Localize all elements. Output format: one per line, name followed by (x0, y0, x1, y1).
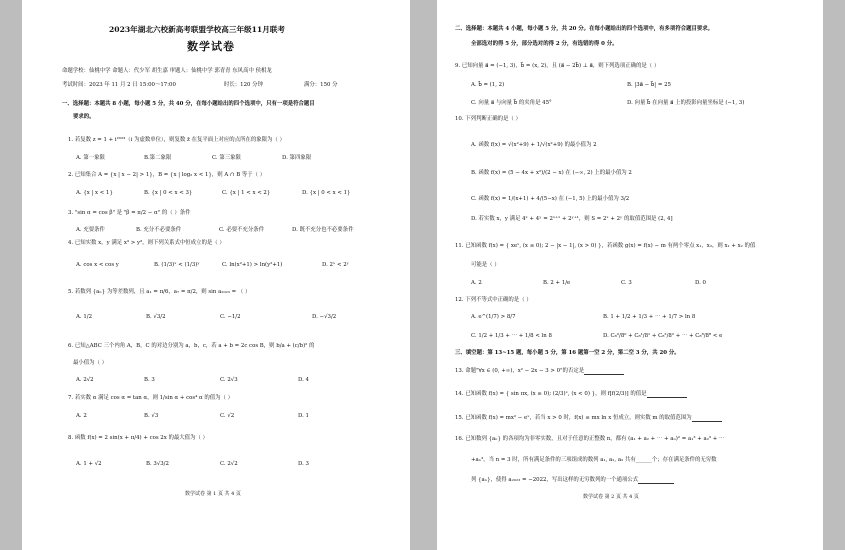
section3-heading: 三、填空题：第 13~15 题，每小题 5 分，第 16 题第一空 2 分，第二空 3 分，共 20 分。 (455, 350, 680, 356)
q10-option-d: D. 若实数 x，y 满足 4ˣ + 4ʸ = 2ˣ⁺¹ + 2ʸ⁺¹，则 S = 2ˣ + 2ʸ 的取值范围是 (2, 4] (471, 216, 673, 222)
q8-option-c: C. 2√2 (220, 461, 238, 467)
question-13: 13. 命题"∀x ∈ (0, +∞)，x² − 2x − 3 > 0"的否定是 (455, 368, 624, 375)
q11-option-d: D. 0 (695, 280, 706, 286)
q7-option-b: B. √3 (144, 413, 159, 419)
question-7: 7. 若实数 α 满足 cos α = tan α，则 1/sin α + cos⁴ α 的值为（ ） (68, 395, 234, 401)
question-1: 1. 若复数 z = 1 + i²⁰²³（i 为虚数单位），则复数 z̄ 在复平面上对应的点所在的象限为（ ） (68, 137, 285, 143)
q8-option-b: B. 3√3/2 (146, 461, 169, 467)
q9-option-d: D. 向量 b⃗ 在向量 a⃗ 上的投影向量坐标是 (−1, 3) (627, 100, 745, 106)
q9-option-a: A. b⃗ = (1, 2) (471, 82, 505, 88)
q4-option-d: D. 2ˣ < 2ʸ (322, 262, 349, 268)
q10-option-a: A. 函数 f(x) = √(x²+9) + 1/√(x²+9) 的最小值为 2 (471, 142, 597, 148)
q4-option-a: A. cos x < cos y (76, 262, 119, 268)
exam-duration: 时长：120 分钟 (224, 82, 263, 88)
q9-option-b: B. |3a⃗ − b⃗| = 25 (627, 82, 671, 88)
page-2-footer: 数学试卷 第 2 页 共 4 页 (583, 494, 639, 500)
question-5: 5. 若数列 {aₙ} 为等差数列，且 a₁ = π/6，a₇ = π/2，则 sin a₂₀₂₃ = （ ） (68, 289, 251, 295)
q6-option-b: B. 3 (144, 377, 155, 383)
question-6-cont: 最小值为（ ） (73, 360, 108, 366)
q1-option-d: D. 第四象限 (282, 155, 312, 161)
q1-option-a: A. 第一象限 (76, 155, 105, 161)
q3-option-c: C. 必要不充分条件 (219, 227, 265, 233)
q5-option-d: D. −√3/2 (312, 314, 337, 320)
question-8: 8. 函数 f(x) = 2 sin(x + π/4) + cos 2x 的最大值为（ ） (68, 435, 208, 441)
q7-option-a: A. 2 (76, 413, 87, 419)
q5-option-c: C. −1/2 (220, 314, 241, 320)
q1-option-b: B.第二象限 (144, 155, 172, 161)
q7-option-d: D. 1 (298, 413, 309, 419)
question-16-line3: 列 {aₙ}，使得 a₂₀₂₃ = −2022，写出这样的无穷数列的一个通项公式 (471, 477, 674, 484)
q11-option-c: C. 3 (621, 280, 632, 286)
question-2: 2. 已知集合 A = {x | x − 2| > 1}，B = {x | log₂ x < 1}，则 A ∩ B 等于（ ） (68, 172, 266, 178)
q12-option-a: A. e^(1/7) > 8/7 (471, 314, 516, 320)
exam-full-score: 满分：150 分 (304, 82, 338, 88)
section2-heading-cont: 全部选对的得 5 分，部分选对的得 2 分，有选错的得 0 分。 (471, 41, 618, 47)
q5-option-a: A. 1/2 (76, 314, 92, 320)
question-6: 6. 已知△ABC 三个内角 A，B，C 的对边分别为 a，b，c，若 a + b = 2c cos B，则 b/a + (c/b)² 的 (68, 343, 315, 349)
q8-option-d: D. 3 (298, 461, 309, 467)
q6-option-d: D. 4 (298, 377, 309, 383)
exam-page-2 (437, 0, 823, 550)
q13-answer-blank[interactable] (584, 369, 624, 375)
question-12: 12. 下列不等式中正确的是（ ） (455, 297, 532, 303)
q10-option-c: C. 函数 f(x) = 1/(x+1) + 4/(5−x) 在 (−1, 5) 上的最小值为 3/2 (471, 196, 630, 202)
q9-option-c: C. 向量 a⃗ 与向量 b⃗ 的夹角是 45° (471, 100, 552, 106)
q3-option-a: A. 充要条件 (76, 227, 105, 233)
question-11: 11. 已知函数 f(x) = { xeˣ, (x ≤ 0); 2 − |x − 1|, (x > 0) }，若函数 g(x) = f(x) − m 有两个零点 x₁，x₂，则 x₁ + x₂ 的值 (455, 243, 756, 249)
q6-option-a: A. 2√2 (76, 377, 94, 383)
q12-option-d: D. C₈⁰/8⁰ + C₈¹/8¹ + C₈²/8² + ⋯ + C₈⁸/8⁸ < e (603, 333, 723, 339)
subject-title: 数学试卷 (187, 40, 235, 53)
page-1-footer: 数学试卷 第 1 页 共 4 页 (185, 491, 241, 497)
section1-heading-cont: 要求的。 (73, 114, 95, 120)
q14-answer-blank[interactable] (647, 392, 687, 398)
q6-option-c: C. 2√3 (220, 377, 238, 383)
q12-option-b: B. 1 + 1/2 + 1/3 + ⋯ + 1/7 > ln 8 (603, 314, 696, 320)
section2-heading: 二、选择题：本题共 4 小题，每小题 5 分，共 20 分。在每小题给出的四个选项中，有多项符合题目要求。 (455, 26, 714, 32)
question-4: 4. 已知实数 x，y 满足 x³ > y³，则下列关系式中恒成立的是（ ） (68, 240, 225, 246)
q11-option-b: B. 2 + 1/e (543, 280, 571, 286)
q2-option-a: A. {x | x < 1} (76, 190, 113, 196)
q2-option-d: D. {x | 0 < x < 1} (302, 190, 351, 196)
q16-answer-blank[interactable] (638, 478, 674, 484)
q2-option-b: B. {x | 0 < x < 3} (144, 190, 193, 196)
q15-answer-blank[interactable] (692, 416, 722, 422)
question-14: 14. 已知函数 f(x) = { sin πx, (x ≥ 0); (2/3)ˣ, (x < 0) }，则 f[f(2/3)] 的值是 (455, 391, 687, 398)
question-11-cont: 可能是（ ） (471, 262, 500, 268)
question-10: 10. 下列判断正确的是（ ） (455, 116, 521, 122)
q5-option-b: B. √3/2 (146, 314, 166, 320)
exam-title: 2023年湖北六校新高考联盟学校高三年级11月联考 (109, 25, 285, 34)
q4-option-c: C. ln(x²+1) > ln(y²+1) (222, 262, 283, 268)
exam-time: 考试时间：2023 年 11 月 2 日 15:00～17:00 (62, 82, 176, 88)
q11-option-a: A. 2 (471, 280, 482, 286)
q10-option-b: B. 函数 f(x) = (5 − 4x + x²)/(2 − x) 在 (−∞, 2) 上的最小值为 2 (471, 170, 632, 176)
q3-option-b: B. 充分不必要条件 (136, 227, 182, 233)
q4-option-b: B. (1/3)ˣ < (1/3)ʸ (154, 262, 200, 268)
question-16-line2: +aₙ³。当 n = 3 时，所有满足条件的三项组成的数列 a₁, a₂, a₃ 共有______个；存在满足条件的无穷数 (471, 457, 717, 463)
q12-option-c: C. 1/2 + 1/3 + ⋯ + 1/8 < ln 8 (471, 333, 552, 339)
question-15: 15. 已知函数 f(x) = mx² − eˣ，若当 x > 0 时，f(x) ≤ mx ln x 恒成立，则实数 m 的取值范围为 (455, 415, 722, 422)
section1-heading: 一、选择题：本题共 8 小题，每小题 5 分，共 40 分，在每小题给出的四个选项中，只有一项是符合题目 (62, 101, 315, 107)
exam-page-1 (22, 0, 410, 550)
q2-option-c: C. {x | 1 < x < 2} (222, 190, 271, 196)
authors-line: 命题学校：仙桃中学 命题人：代少军 胡生嘉 审题人：仙桃中学 郭青青 东风高中 侯相龙 (62, 68, 272, 74)
q1-option-c: C. 第三象限 (212, 155, 241, 161)
q3-option-d: D. 既不充分也不必要条件 (292, 227, 354, 233)
q7-option-c: C. √2 (220, 413, 235, 419)
question-3: 3. "sin α = cos β" 是 "β = π/2 − α" 的（ ）条件 (68, 210, 191, 216)
question-9: 9. 已知向量 a⃗ = (−1, 3)，b⃗ = (x, 2)，且 (a⃗ − 2b⃗) ⊥ a⃗，则下列选项正确的是（ ） (455, 63, 660, 69)
question-16: 16. 已知数列 {aₙ} 的各项均为非零实数，且对于任意的正整数 n，都有 (a₁ + a₂ + ⋯ + aₙ)² = a₁³ + a₂³ + ⋯ (455, 436, 725, 442)
q8-option-a: A. 1 + √2 (76, 461, 102, 467)
